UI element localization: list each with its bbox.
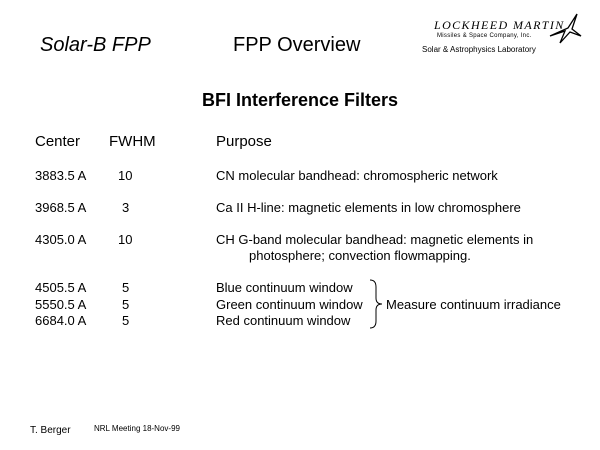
row-3-purpose-line2: photosphere; convection flowmapping. (249, 248, 471, 263)
row-6-purpose: Red continuum window (216, 313, 351, 328)
row-5-center: 5550.5 A (35, 297, 87, 312)
row-5-fwhm: 5 (122, 297, 130, 312)
column-header-fwhm: FWHM (109, 133, 156, 150)
row-2-center: 3968.5 A (35, 200, 87, 215)
row-5-purpose: Green continuum window (216, 297, 363, 312)
lockheed-star-icon (546, 12, 582, 44)
row-2-purpose: Ca II H-line: magnetic elements in low chromosphere (216, 200, 521, 215)
column-header-purpose: Purpose (216, 133, 272, 150)
footer-author: T. Berger (30, 425, 71, 436)
footer-meeting: NRL Meeting 18-Nov-99 (94, 424, 180, 433)
group-brace (368, 279, 384, 329)
row-1-fwhm: 10 (118, 168, 133, 183)
row-2-fwhm: 3 (122, 200, 130, 215)
row-4-center: 4505.5 A (35, 280, 87, 295)
logo-lab: Solar & Astrophysics Laboratory (422, 45, 536, 54)
row-3-purpose: CH G-band molecular bandhead: magnetic elements in (216, 232, 534, 247)
column-header-center: Center (35, 133, 81, 150)
logo-subtitle: Missiles & Space Company, Inc. (437, 33, 532, 39)
logo-name: LOCKHEED MARTIN (434, 18, 565, 32)
row-3-fwhm: 10 (118, 232, 133, 247)
row-1-center: 3883.5 A (35, 168, 87, 183)
row-3-center: 4305.0 A (35, 232, 87, 247)
row-6-center: 6684.0 A (35, 313, 87, 328)
header-left-title: Solar-B FPP (40, 34, 151, 56)
row-6-fwhm: 5 (122, 313, 130, 328)
row-4-fwhm: 5 (122, 280, 130, 295)
slide-title: BFI Interference Filters (201, 90, 399, 110)
header-center-title: FPP Overview (233, 34, 361, 56)
row-1-purpose: CN molecular bandhead: chromospheric network (216, 168, 498, 183)
row-4-purpose: Blue continuum window (216, 280, 353, 295)
lockheed-martin-logo (420, 12, 595, 62)
group-note: Measure continuum irradiance (386, 297, 561, 312)
